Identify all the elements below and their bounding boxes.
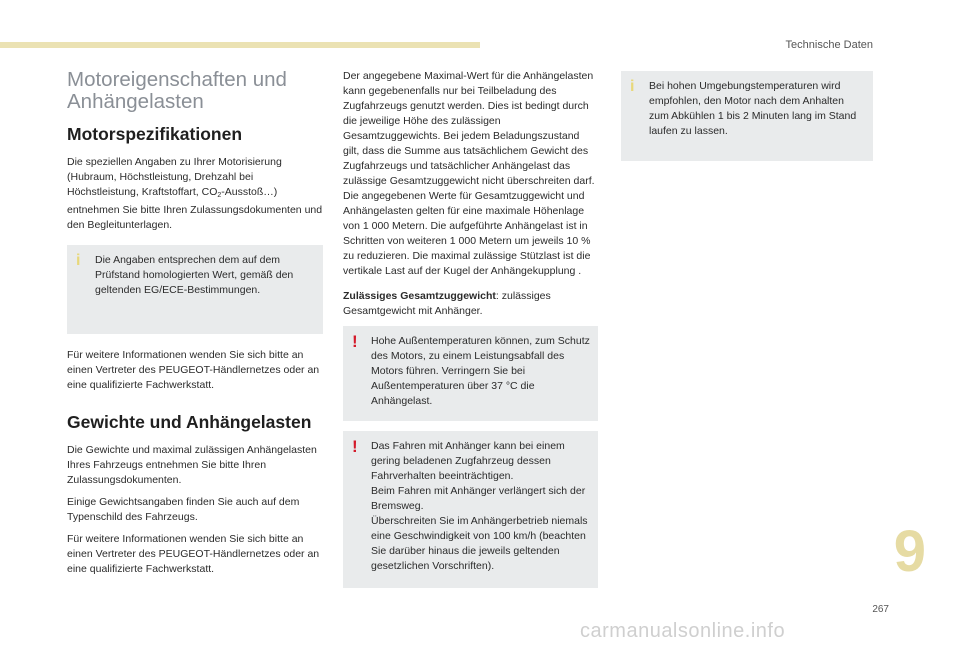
page-title xyxy=(67,69,323,113)
heading-weights: Gewichte und Anhängelasten xyxy=(67,412,312,432)
info-icon: i xyxy=(76,252,81,269)
weights-paragraph-2: Einige Gewichtsangaben finden Sie auch auf dem Typenschild des Fahrzeugs. xyxy=(67,496,300,523)
info-icon: i xyxy=(630,78,635,95)
warning-text-towing-1: Das Fahren mit Anhänger kann bei einem gering beladenen Zugfahrzeug dessen Fahrverhalten beeinträchtigen. xyxy=(371,440,565,482)
gcw-definition xyxy=(343,289,598,319)
page-number: 267 xyxy=(872,604,889,615)
warning-text-towing-3: Überschreiten Sie im Anhängerbetrieb niemals eine Geschwindigkeit von 100 km/h (beachten Sie darüber hinaus die jeweils geltenden gesetzlichen Vorschriften). xyxy=(371,515,588,572)
warning-text-temperature: Hohe Außentemperaturen können, zum Schutz des Motors, zu einem Leistungsabfall des Motors führen. Verringern Sie bei Außentemperaturen über 37 °C die Anhängelast. xyxy=(371,335,590,407)
info-note-homologation xyxy=(67,245,323,334)
middle-column xyxy=(343,69,598,588)
heading-motor: Motorspezifikationen xyxy=(67,124,243,144)
trailer-load-paragraph: Der angegebene Maximal-Wert für die Anhängelasten kann gegebenenfalls nur bei Teilbeladung des Zugfahrzeugs genutzt werden. Dies ist bedingt durch die jeweilige Höhe des zulässigen Gesamtzuggewichts. Bei jedem Beladungszustand gilt, dass die Summe aus tatsächlichem Gewicht des Zugfahrzeugs und tatsächlicher Anhängelast das zulässige Gesamtzuggewicht nicht überschreiten darf. Die angegebenen Werte für Gesamtzuggewicht und Anhängelasten gelten für eine maximale Höhenlage von 1 000 Metern. Die aufgeführte Anhängelast ist in Schritten von weiteren 1 000 Metern um jeweils 10 % zu reduzieren. Die maximal zulässige Stützlast ist die vertikale Last auf der Kugel der Anhängekupplung . xyxy=(343,70,595,277)
gcw-term: Zulässiges Gesamtzuggewicht xyxy=(343,290,496,302)
left-column xyxy=(67,69,323,584)
watermark: carmanualsonline.info xyxy=(580,620,786,642)
page-title-line1: Motoreigenschaften und xyxy=(67,68,287,91)
contact-paragraph-2: Für weitere Informationen wenden Sie sich bitte an einen Vertreter des PEUGEOT-Händlernetzes oder an eine qualifizierte Fachwerkstatt. xyxy=(67,533,320,575)
weights-paragraph-1: Die Gewichte und maximal zulässigen Anhängelasten Ihres Fahrzeugs entnehmen Sie bitte Ihren Zulassungsdokumenten. xyxy=(67,444,317,486)
page-title-line2: Anhängelasten xyxy=(67,90,204,113)
warning-note-temperature xyxy=(343,326,598,421)
info-note-cooling xyxy=(621,71,873,161)
gcw-text: : zulässiges Gesamtgewicht mit Anhänger. xyxy=(343,290,551,317)
info-note-cooling-text: Bei hohen Umgebungstemperaturen wird empfohlen, den Motor nach dem Anhalten zum Abkühlen 1 bis 2 Minuten lang im Stand laufen zu lassen. xyxy=(649,80,857,137)
warning-text-towing-2: Beim Fahren mit Anhänger verlängert sich der Bremsweg. xyxy=(371,485,586,512)
chapter-number: 9 xyxy=(893,519,926,584)
contact-paragraph-1: Für weitere Informationen wenden Sie sich bitte an einen Vertreter des PEUGEOT-Händlernetzes oder an eine qualifizierte Fachwerkstatt. xyxy=(67,349,320,391)
warning-icon: ! xyxy=(352,332,358,351)
warning-icon: ! xyxy=(352,437,358,456)
right-column xyxy=(621,71,873,161)
motor-paragraph xyxy=(67,155,323,233)
motor-text-b: -Ausstoß…) entnehmen Sie bitte Ihren Zulassungsdokumenten und den Begleitunterlagen. xyxy=(67,186,323,231)
section-title: Technische Daten xyxy=(785,39,873,51)
warning-note-towing xyxy=(343,431,598,588)
motor-text-a: Die speziellen Angaben zu Ihrer Motorisierung (Hubraum, Höchstleistung, Drehzahl bei Höchstleistung, Kraftstoffart, CO xyxy=(67,156,282,198)
info-note-text: Die Angaben entsprechen dem auf dem Prüfstand homologierten Wert, gemäß den geltenden EG/ECE-Bestimmungen. xyxy=(95,254,294,296)
header-bar xyxy=(0,42,480,48)
co2-subscript: 2 xyxy=(217,192,222,199)
